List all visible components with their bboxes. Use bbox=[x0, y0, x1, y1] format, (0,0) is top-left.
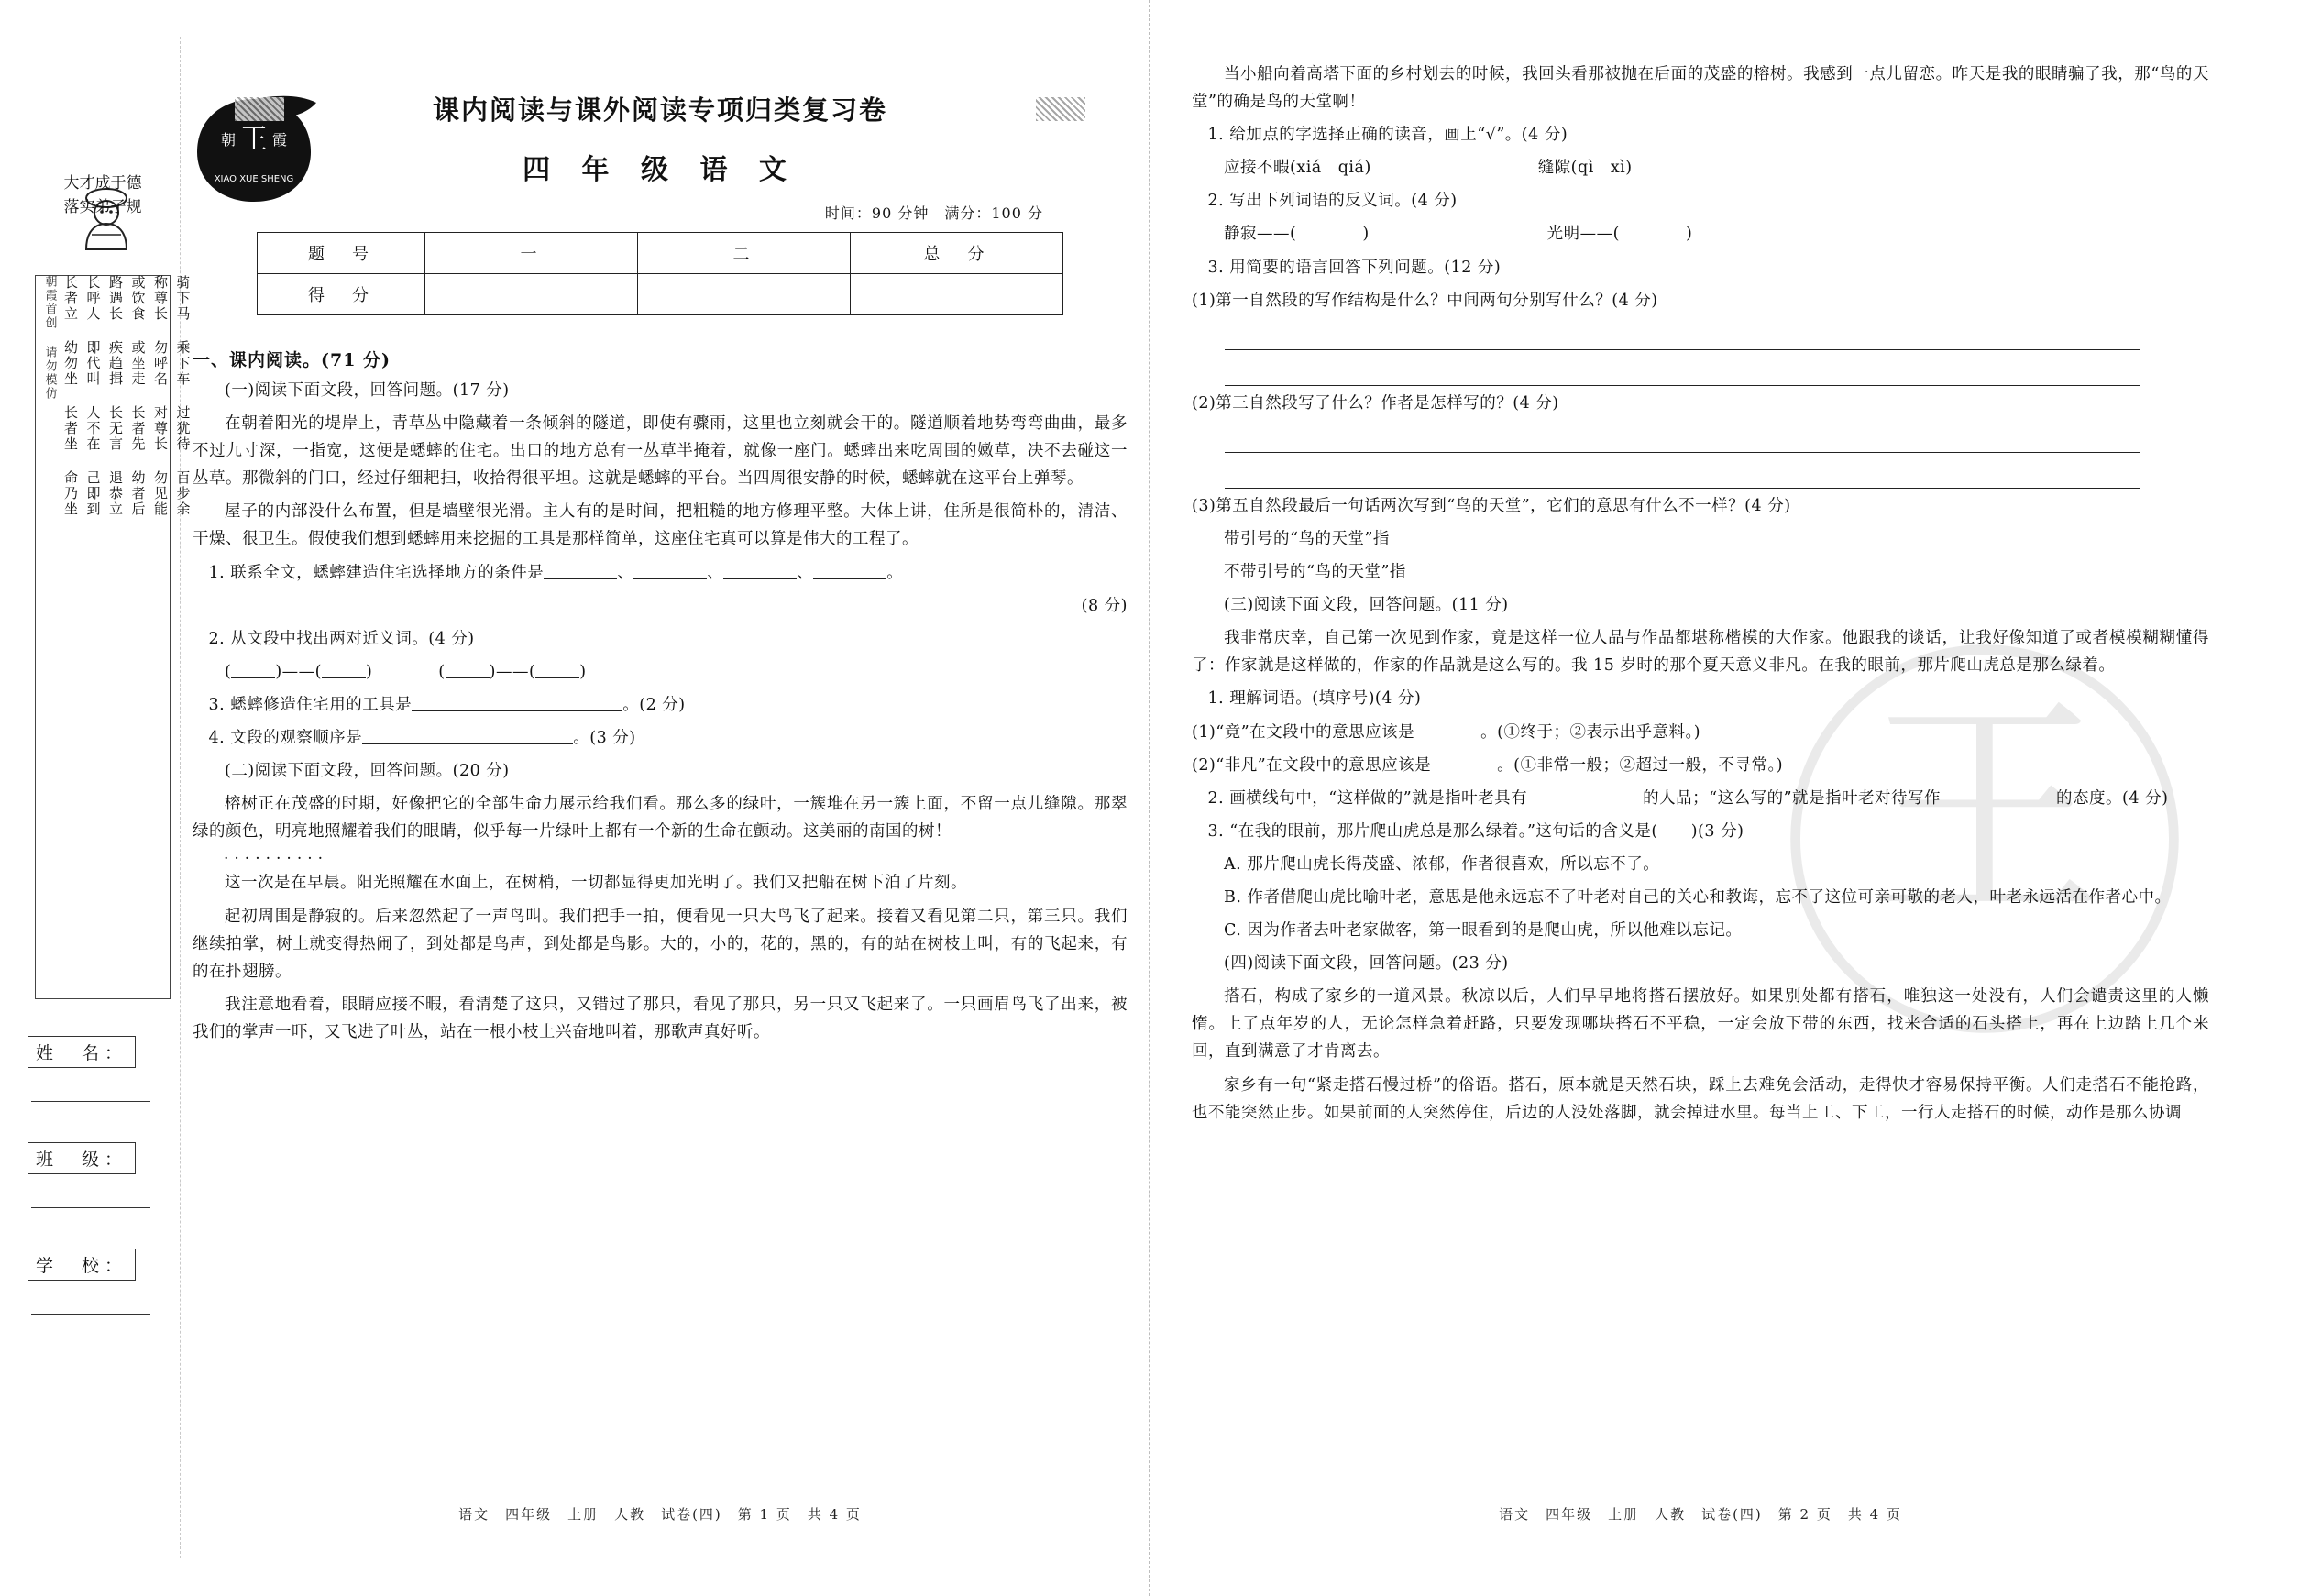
part2-para-3: 起初周围是静寂的。后来忽然起了一声鸟叫。我们把手一拍，便看见一只大鸟飞了起来。接着又看见第二只，第三只。我们继续拍掌，树上就变得热闹了，到处都是鸟声，到处都是鸟影。大的，小的，花的，黑的，有的站在树枝上叫，有的飞起来，有的在扑翅膀。 bbox=[193, 907, 1128, 981]
question-3-sub-2-text: 不带引号的“鸟的天堂”指 bbox=[1224, 563, 1406, 582]
part3-option-a[interactable]: A. 那片爬山虎长得茂盛、浓郁，作者很喜欢，所以忘不了。 bbox=[1224, 854, 1660, 874]
page-1-footer: 语文 四年级 上册 人教 试卷(四) 第 1 页 共 4 页 bbox=[458, 1506, 862, 1523]
part1-para-2: 屋子的内部没什么布置，但是墙壁很光滑。主人有的是时间，把粗糙的地方修理平整。大体上讲，住所是很简朴的，清洁、干燥、很卫生。假使我们想到蟋蟀用来挖掘的工具是那样简单，这座住宅真可以算是伟大的工程了。 bbox=[193, 502, 1128, 549]
question-3-item-1: (1)第一自然段的写作结构是什么？中间两句分别写什么？(4 分) bbox=[1192, 291, 1658, 310]
svg-text:霞: 霞 bbox=[271, 131, 288, 149]
question-3: 3. 用简要的语言回答下列问题。(12 分) bbox=[1207, 258, 1502, 277]
part3-para: 我非常庆幸，自己第一次见到作家，竟是这样一位人品与作品都堪称楷模的大作家。他跟我的谈话，让我好像知道了或者模模糊糊懂得了：作家就是这样做的，作家的作品就是这么写的。我 15 岁时的那个夏天意义非凡。在我的眼前，那片爬山虎总是那么绿着。 bbox=[1192, 629, 2209, 676]
part4-para-1: 搭石，构成了家乡的一道风景。秋凉以后，人们早早地将搭石摆放好。如果别处都有搭石，唯独这一处没有，人们会谴责这里的人懒惰。上了点年岁的人，无论怎样急着赶路，只要发现哪块搭石不平稳，一定会放下带的东西，找来合适的石头搭上，再在上边踏上几个来回，直到满意了才肯离去。 bbox=[1192, 987, 2209, 1062]
part2-para-4: 我注意地看着，眼睛应接不暇，看清楚了这只，又错过了那只，看见了那只，另一只又飞起来了。一只画眉鸟飞了出来，被我们的掌声一吓，又飞进了叶丛，站在一根小枝上兴奋地叫着，那歌声真好听。 bbox=[193, 995, 1128, 1041]
part3-option-b[interactable]: B. 作者借爬山虎比喻叶老，意思是他永远忘不了叶老对自己的关心和教诲，忘不了这位可亲可敬的老人，叶老永远活在作者心中。 bbox=[1224, 887, 2172, 907]
part2-para-2: 这一次是在早晨。阳光照耀在水面上，在树梢，一切都显得更加光明了。我们又把船在树下泊了片刻。 bbox=[225, 874, 967, 893]
part3-question-3: 3. “在我的眼前，那片爬山虎总是那么绿着。”这句话的含义是( )(3 分) bbox=[1207, 821, 1744, 841]
answer-blank[interactable] bbox=[322, 661, 366, 678]
field-school-label: 学 校： bbox=[28, 1249, 136, 1281]
field-class-label: 班 级： bbox=[28, 1142, 136, 1174]
score-header-total: 总 分 bbox=[851, 233, 1063, 274]
page2-top-para: 当小船向着高塔下面的乡村划去的时候，我回头看那被抛在后面的茂盛的榕树。我感到一点儿留恋。昨天是我的眼睛骗了我，那“鸟的天堂”的确是鸟的天堂啊！ bbox=[1192, 65, 2209, 112]
answer-blank[interactable] bbox=[813, 562, 886, 579]
score-header-2: 二 bbox=[638, 233, 851, 274]
part3-heading: (三)阅读下面文段，回答问题。(11 分) bbox=[1224, 596, 1509, 615]
answer-blank[interactable] bbox=[544, 562, 617, 579]
field-class-input[interactable] bbox=[31, 1183, 150, 1208]
score-cell-total[interactable] bbox=[851, 274, 1063, 315]
answer-line[interactable] bbox=[1225, 460, 2140, 489]
part1-question-4-text: 4. 文段的观察顺序是 bbox=[208, 729, 363, 748]
verse-col-2: 或饮食 或坐走 长者先 幼者后 bbox=[129, 275, 147, 517]
title-bar bbox=[193, 90, 1128, 130]
answer-blank[interactable] bbox=[231, 661, 275, 678]
question-1-item-0[interactable]: 应接不暇(xiá qiá) bbox=[1224, 159, 1371, 178]
field-name bbox=[28, 1036, 174, 1102]
page-title: 课内阅读与课外阅读专项归类复习卷 bbox=[432, 94, 887, 126]
exam-meta: 时间：90 分钟 满分：100 分 bbox=[824, 204, 1043, 222]
part1-question-1-text: 1. 联系全文，蟋蟀建造住宅选择地方的条件是 bbox=[208, 563, 545, 582]
page-divider bbox=[1149, 0, 1150, 1596]
score-header-label: 题 号 bbox=[258, 233, 425, 274]
answer-line[interactable] bbox=[1225, 322, 2140, 350]
field-name-input[interactable] bbox=[31, 1077, 150, 1102]
part1-question-1: 1. 联系全文，蟋蟀建造住宅选择地方的条件是 、 、 、 。 bbox=[208, 563, 904, 582]
question-2: 2. 写出下列词语的反义词。(4 分) bbox=[1207, 192, 1458, 211]
part1-question-3-text: 3. 蟋蟀修造住宅用的工具是 bbox=[208, 695, 413, 714]
part3-option-c[interactable]: C. 因为作者去叶老家做客，第一眼看到的是爬山虎，所以他难以忘记。 bbox=[1224, 921, 1743, 941]
answer-blank[interactable] bbox=[412, 694, 622, 711]
margin-slogan bbox=[40, 172, 165, 219]
svg-text:朝: 朝 bbox=[220, 131, 237, 149]
page-subtitle: 四 年 级 语 文 bbox=[523, 154, 798, 186]
score-row-label: 得 分 bbox=[258, 274, 425, 315]
part1-question-1-score: (8 分) bbox=[1081, 596, 1128, 615]
answer-blank[interactable] bbox=[1390, 528, 1692, 545]
question-3-sub-2 bbox=[1192, 558, 2209, 586]
answer-blank[interactable] bbox=[1406, 562, 1709, 579]
part3-question-1-item-2: (2)“非凡”在文段中的意思应该是 。(①非常一般；②超过一般，不寻常。) bbox=[1192, 755, 1784, 775]
answer-line[interactable] bbox=[1225, 358, 2140, 386]
question-2-items bbox=[1192, 220, 2209, 248]
score-table bbox=[257, 232, 1063, 315]
margin-slogan-line1: 大才成于德 bbox=[63, 174, 142, 193]
answer-blank[interactable] bbox=[362, 728, 573, 745]
hatch-right-decoration bbox=[1036, 97, 1085, 121]
question-1-item-1[interactable]: 缝隙(qì xì) bbox=[1537, 159, 1633, 178]
score-header-1: 一 bbox=[425, 233, 638, 274]
page-2-footer: 语文 四年级 上册 人教 试卷(四) 第 2 页 共 4 页 bbox=[1499, 1506, 1902, 1523]
svg-text:XIAO XUE SHENG: XIAO XUE SHENG bbox=[214, 174, 294, 184]
table-row bbox=[258, 274, 1063, 315]
margin-slogan-line2: 落实弟子规 bbox=[63, 197, 142, 216]
verse-col-0: 骑下马 乘下车 过犹待 百步余 bbox=[174, 275, 192, 517]
question-1: 1. 给加点的字选择正确的读音，画上“√”。(4 分) bbox=[1207, 126, 1568, 145]
exam-page-2 bbox=[1192, 55, 2209, 1540]
section-heading-1: 一、课内阅读。(71 分) bbox=[193, 350, 391, 370]
question-2-item-1[interactable]: 光明——( ) bbox=[1546, 225, 1693, 244]
question-3-item-3: (3)第五自然段最后一句话两次写到“鸟的天堂”，它们的意思有什么不一样？(4 分) bbox=[1192, 496, 1791, 515]
table-row bbox=[258, 233, 1063, 274]
svg-text:王: 王 bbox=[240, 124, 268, 156]
answer-blank[interactable] bbox=[633, 562, 707, 579]
verse-col-1: 称尊长 勿呼名 对尊长 勿见能 bbox=[152, 275, 169, 517]
answer-blank[interactable] bbox=[535, 661, 579, 678]
part1-para-1: 在朝着阳光的堤岸上，青草丛中隐藏着一条倾斜的隧道，即使有骤雨，这里也立刻就会干的。隧道顺着地势弯弯曲曲，最多不过九寸深，一指宽，这便是蟋蟀的住宅。出口的地方总有一丛草半掩着，就像一座门。蟋蟀出来吃周围的嫩草，决不去碰这一丛草。那微斜的门口，经过仔细耙扫，收拾得很平坦。这就是蟋蟀的平台。当四周很安静的时候，蟋蟀就在这平台上弹琴。 bbox=[193, 414, 1128, 489]
part1-question-3: 3. 蟋蟀修造住宅用的工具是 。(2 分) bbox=[208, 695, 686, 714]
question-3-item-2: (2)第三自然段写了什么？作者是怎样写的？(4 分) bbox=[1192, 393, 1559, 413]
question-1-items bbox=[1192, 154, 2209, 182]
margin-verse-columns bbox=[40, 275, 193, 990]
part3-question-2: 2. 画横线句中，“这样做的”就是指叶老具有 的人品；“这么写的”就是指叶老对待写作 的态度。(4 分) bbox=[1207, 788, 2169, 808]
question-3-sub-1 bbox=[1192, 525, 2209, 553]
part1-question-2: 2. 从文段中找出两对近义词。(4 分) bbox=[208, 629, 475, 648]
answer-line[interactable] bbox=[1225, 424, 2140, 453]
part1-question-4-score: (3 分) bbox=[589, 729, 636, 748]
part1-question-2-blanks: ( )——( ) ( )——( ) bbox=[225, 662, 587, 681]
question-2-item-0[interactable]: 静寂——( ) bbox=[1224, 225, 1370, 244]
student-id-fields bbox=[28, 1036, 174, 1355]
part2-para-1: 榕树正在茂盛的时期，好像把它的全部生命力展示给我们看。那么多的绿叶，一簇堆在另一簇上面，不留一点儿缝隙。那翠绿的颜色，明亮地照耀着我们的眼睛，似乎每一片绿叶上都有一个新的生命在颤动。这美丽的南国的树！ bbox=[193, 795, 1128, 842]
part3-question-1: 1. 理解词语。(填序号)(4 分) bbox=[1207, 689, 1422, 709]
score-cell-1[interactable] bbox=[425, 274, 638, 315]
answer-blank[interactable] bbox=[446, 661, 490, 678]
part4-heading: (四)阅读下面文段，回答问题。(23 分) bbox=[1224, 954, 1509, 974]
ellipsis-separator: .......... bbox=[224, 845, 329, 864]
verse-col-4: 长呼人 即代叫 人不在 己即到 bbox=[84, 275, 102, 517]
question-3-sub-1-text: 带引号的“鸟的天堂”指 bbox=[1224, 529, 1390, 548]
field-school-input[interactable] bbox=[31, 1290, 150, 1315]
verse-col-3: 路遇长 疾趋揖 长无言 退恭立 bbox=[107, 275, 124, 517]
answer-blank[interactable] bbox=[723, 562, 797, 579]
part1-question-3-score: (2 分) bbox=[639, 695, 686, 714]
part2-heading: (二)阅读下面文段，回答问题。(20 分) bbox=[225, 762, 510, 781]
field-name-label: 姓 名： bbox=[28, 1036, 136, 1068]
field-class bbox=[28, 1142, 174, 1208]
part3-question-1-item-1: (1)“竟”在文段中的意思应该是 。(①终于；②表示出乎意料。) bbox=[1192, 722, 1701, 742]
verse-col-6: 朝霞首创 请勿模仿 bbox=[42, 275, 57, 401]
part1-question-4: 4. 文段的观察顺序是 。(3 分) bbox=[208, 729, 636, 748]
field-school bbox=[28, 1249, 174, 1315]
svg-text:王: 王 bbox=[1866, 675, 2103, 951]
hatch-left-decoration bbox=[235, 97, 284, 121]
verse-col-5: 长者立 幼勿坐 长者坐 命乃坐 bbox=[62, 275, 79, 517]
score-cell-2[interactable] bbox=[638, 274, 851, 315]
part1-heading: (一)阅读下面文段，回答问题。(17 分) bbox=[225, 381, 510, 400]
exam-page-1 bbox=[193, 55, 1128, 1540]
part4-para-2: 家乡有一句“紧走搭石慢过桥”的俗语。搭石，原本就是天然石块，踩上去难免会活动，走得快才容易保持平衡。人们走搭石不能抢路，也不能突然止步。如果前面的人突然停住，后边的人没处落脚，就会掉进水里。每当上工、下工，一行人走搭石的时候，动作是那么协调 bbox=[1192, 1075, 2209, 1122]
